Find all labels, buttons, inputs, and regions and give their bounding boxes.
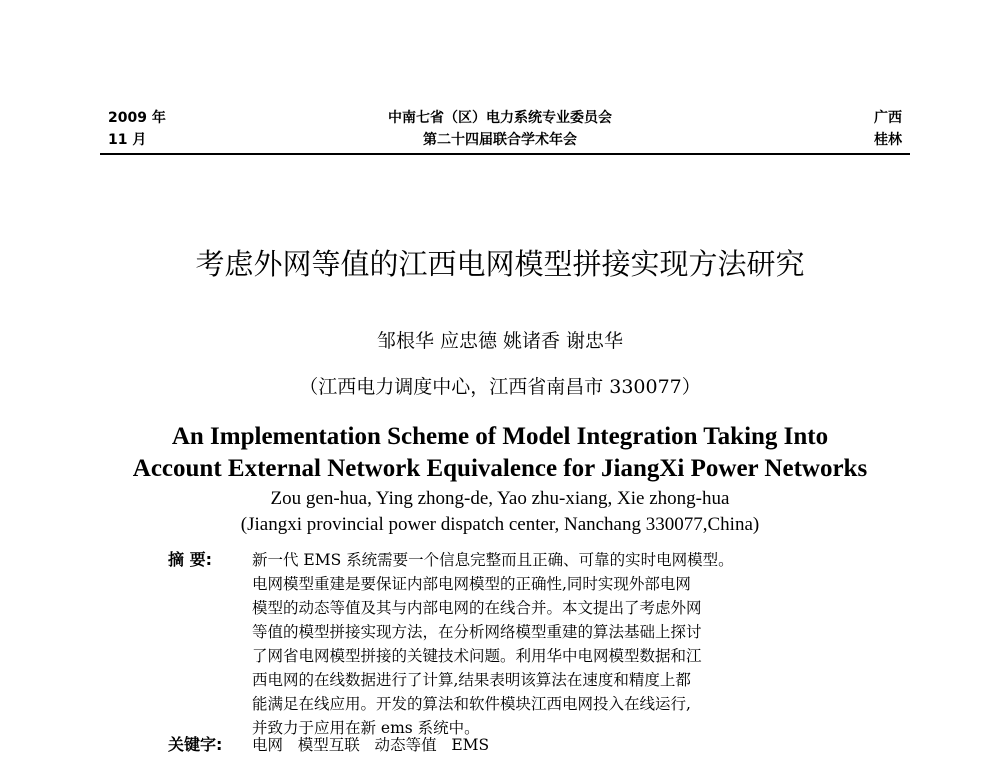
paper-title-en-line2: Account External Network Equivalence for JiangXi Power Networks [132, 455, 868, 482]
abstract-line: 了网省电网模型拼接的关键技术问题。利用华中电网模型数据和江 [252, 647, 702, 665]
paper-title-cn: 考虑外网等值的江西电网模型拼接实现方法研究 [195, 247, 805, 281]
abstract-line: 等值的模型拼接实现方法，在分析网络模型重建的算法基础上探讨 [252, 623, 702, 641]
abstract-line: 西电网的在线数据进行了计算,结果表明该算法在速度和精度上都 [252, 671, 691, 689]
header-province: 广西 [874, 110, 902, 126]
header-year: 2009 年 [108, 110, 166, 126]
header-conference-line2: 第二十四届联合学术年会 [423, 132, 577, 148]
keywords-label: 关键字: [168, 735, 223, 754]
header-city: 桂林 [874, 132, 902, 148]
authors-en: Zou gen-hua, Ying zhong-de, Yao zhu-xiang, Xie zhong-hua [270, 488, 730, 509]
header-conference-line1: 中南七省（区）电力系统专业委员会 [388, 110, 612, 126]
abstract-line: 并致力于应用在新 ems 系统中。 [252, 719, 480, 737]
authors-cn: 邹根华 应忠德 姚诸香 谢忠华 [376, 330, 624, 352]
abstract-line: 能满足在线应用。开发的算法和软件模块江西电网投入在线运行, [252, 695, 691, 713]
affiliation-cn: （江西电力调度中心，江西省南昌市 330077） [299, 376, 701, 398]
header-rule [100, 153, 910, 155]
paper-title-en [0, 421, 1000, 485]
abstract-line: 电网模型重建是要保证内部电网模型的正确性,同时实现外部电网 [252, 575, 691, 593]
header-month: 11 月 [108, 132, 147, 148]
affiliation-en: (Jiangxi provincial power dispatch center, Nanchang 330077,China) [240, 514, 760, 535]
paper-title-en-line1: An Implementation Scheme of Model Integration Taking Into [171, 423, 829, 450]
abstract-line: 模型的动态等值及其与内部电网的在线合并。本文提出了考虑外网 [252, 599, 702, 617]
keywords-text: 电网 模型互联 动态等值 EMS [252, 736, 490, 754]
abstract-line: 新一代 EMS 系统需要一个信息完整而且正确、可靠的实时电网模型。 [252, 551, 734, 569]
abstract-label: 摘 要: [168, 550, 212, 569]
